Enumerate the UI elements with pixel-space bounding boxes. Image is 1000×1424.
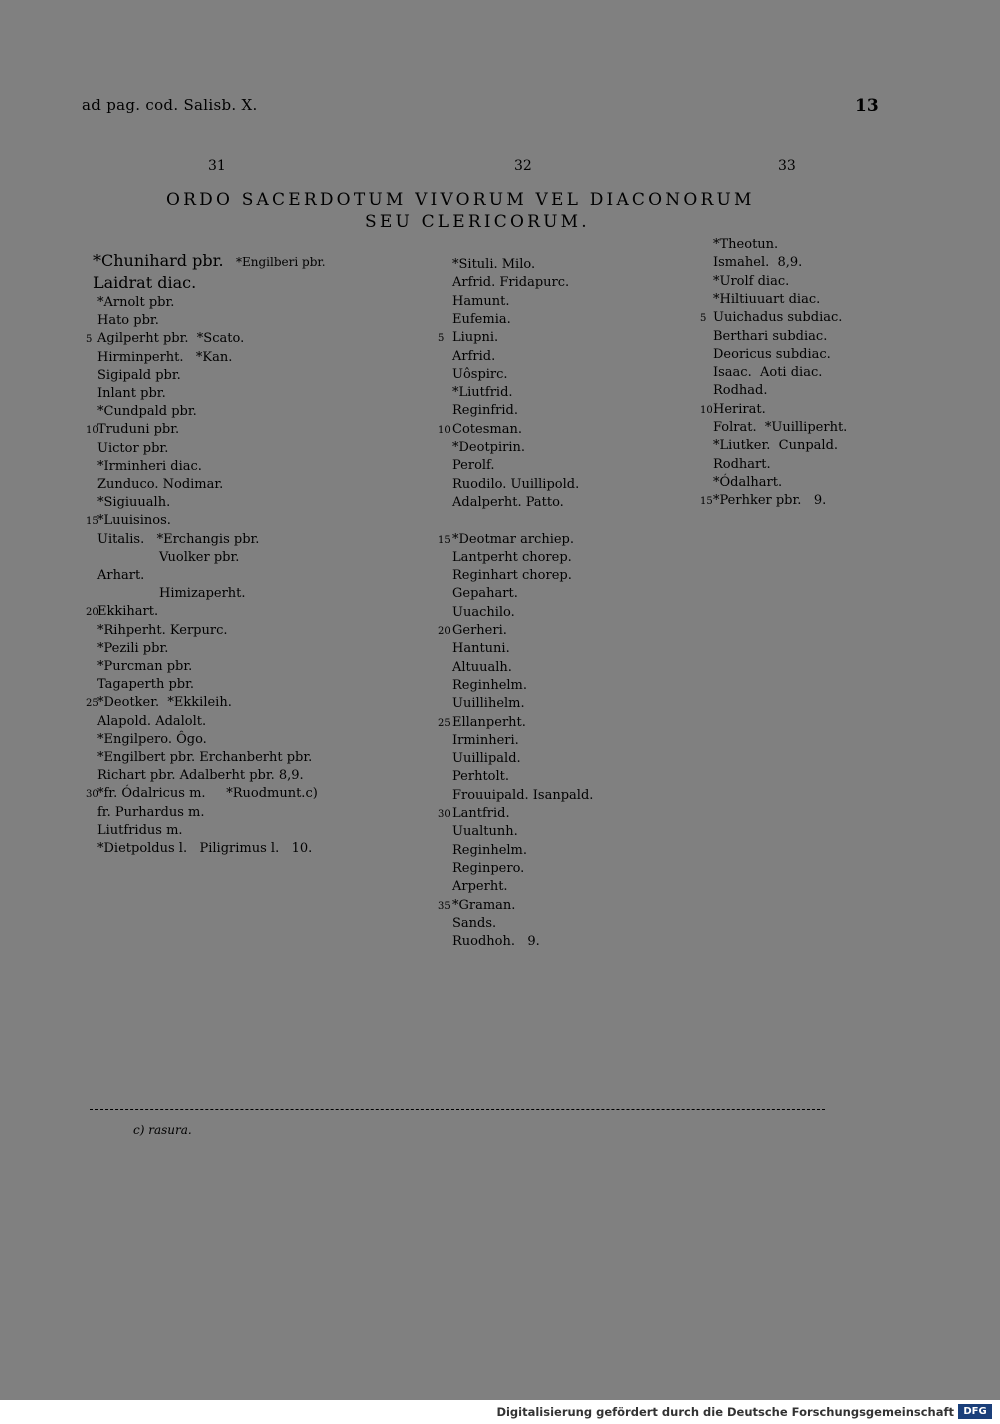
column-number: 33 <box>778 158 796 174</box>
line-number: 20 <box>86 607 99 619</box>
entry-name: Uuillipald. <box>452 751 521 767</box>
entry-name: *Rihperht. Kerpurc. <box>97 622 228 638</box>
entry-name: Uuachilo. <box>452 604 515 620</box>
entry-name: Reginhart chorep. <box>452 568 572 584</box>
entry-name: Rodhart. <box>713 456 771 472</box>
line-number: 20 <box>438 626 451 637</box>
entry-name: Ekkihart. <box>97 604 159 620</box>
entry-name: Himizaperht. <box>97 586 246 602</box>
entry-name: Reginfrid. <box>452 403 518 419</box>
entry-name: *Cundpald pbr. <box>97 404 197 420</box>
entry-name: Folrat. *Uuilliperht. <box>713 420 848 435</box>
entry-name: Herirat. <box>713 401 766 417</box>
document-title: ORDO SACERDOTUM VIVORUM VEL DIACONORUM <box>166 190 755 210</box>
footnote-rule <box>90 1109 825 1110</box>
entry-name: *Chunihard pbr. <box>93 251 224 270</box>
line-number: 10 <box>700 404 713 416</box>
column-number: 31 <box>208 158 226 174</box>
entry-name: *Theotun. <box>713 237 779 252</box>
entry-name: Perhtolt. <box>452 769 510 785</box>
line-number: 5 <box>438 333 445 345</box>
line-number: 15 <box>700 496 713 508</box>
entry-name: Uuillihelm. <box>452 696 525 712</box>
entry-name: Reginhelm. <box>452 677 528 693</box>
line-number: 30 <box>86 789 99 801</box>
entry-name: Ruodhoh. 9. <box>452 934 540 950</box>
entry-name: Berthari subdiac. <box>713 328 828 344</box>
entry-name: *Perhker pbr. 9. <box>713 493 827 509</box>
entry-name: Isaac. Aoti diac. <box>713 365 823 381</box>
entry-name: *Purcman pbr. <box>97 659 193 674</box>
entry-name: Eufemia. <box>452 311 511 327</box>
entry-name: fr. Purhardus m. <box>97 804 205 820</box>
entry-name: Deoricus subdiac. <box>713 346 831 362</box>
line-number: 5 <box>700 313 707 325</box>
entry-name: Reginhelm. <box>452 842 528 858</box>
entry-name: *Dietpoldus l. Piligrimus l. 10. <box>97 841 313 856</box>
column-number: 32 <box>514 158 532 174</box>
entry-name: Ismahel. 8,9. <box>713 255 803 271</box>
entry-name: Rodhad. <box>713 383 768 399</box>
document-title-continued: SEU CLERICORUM. <box>365 212 590 232</box>
entry-name: Perolf. <box>452 458 495 474</box>
page-number: 13 <box>855 96 879 116</box>
entry-name: Reginpero. <box>452 860 525 876</box>
entry-name: *Ódalhart. <box>713 474 783 490</box>
line-number: 15 <box>86 516 99 528</box>
entry-name: *Situli. Milo. <box>452 257 536 272</box>
entry-name: *Irminheri diac. <box>97 458 202 474</box>
entry-name: Gepahart. <box>452 586 518 602</box>
entry-name: Vuolker pbr. <box>97 549 240 565</box>
entry-name: Laidrat diac. <box>93 273 197 292</box>
entry-name: *Liutfrid. <box>452 385 513 401</box>
entry-name: Arfrid. <box>452 348 496 364</box>
entry-name: Arperht. <box>452 879 508 895</box>
entry-name: *Graman. <box>452 897 516 913</box>
entry-name: Uôspirc. <box>452 366 508 382</box>
entry-name: Gerheri. <box>452 623 507 638</box>
entry-name: Truduni pbr. <box>97 422 180 438</box>
line-number: 25 <box>438 717 451 729</box>
entry-name: Sigipald pbr. <box>97 367 181 383</box>
entry-name: Uitalis. *Erchangis pbr. <box>97 531 260 547</box>
entry-name: *Urolf diac. <box>713 273 790 289</box>
entry-name: Liutfridus m. <box>97 822 183 838</box>
entry-name: Agilperht pbr. *Scato. <box>97 331 245 347</box>
entry-name: Lantperht chorep. <box>452 549 572 565</box>
entry-name: Richart pbr. Adalberht pbr. 8,9. <box>97 768 304 784</box>
entry-name: Sands. <box>452 915 497 931</box>
line-number: 15 <box>438 534 451 546</box>
dfg-logo: DFG <box>958 1404 992 1419</box>
line-number: 10 <box>438 424 451 436</box>
entry-name: *Deotmar archiep. <box>452 531 575 547</box>
entry-name: *Engilpero. Ôgo. <box>97 731 207 747</box>
entry-name: Hantuni. <box>452 641 510 657</box>
entry-name-small: *Engilberi pbr. <box>236 255 326 269</box>
entry-name: *Engilbert pbr. Erchanberht pbr. <box>97 750 313 765</box>
entry-name: Uualtunh. <box>452 824 518 840</box>
entry-name: Ellanperht. <box>452 714 526 730</box>
entry-name: *Liutker. Cunpald. <box>713 438 839 454</box>
entry-name: Hirminperht. *Kan. <box>97 349 233 365</box>
line-number: 25 <box>86 698 99 710</box>
running-header: ad pag. cod. Salisb. X. <box>82 96 258 114</box>
line-number: 30 <box>438 809 451 820</box>
entry-name: Arhart. <box>97 568 145 583</box>
entry-name: *Sigiuualh. <box>97 495 171 511</box>
entry-name: Irminheri. <box>452 732 519 748</box>
entry-name: Alapold. Adalolt. <box>97 713 207 729</box>
entry-name: *fr. Ódalricus m. *Ruodmunt.c) <box>97 786 318 802</box>
entry-name: *Deotker. *Ekkileih. <box>97 695 232 711</box>
entry-name: *Arnolt pbr. <box>97 295 175 310</box>
entry-name: *Deotpirin. <box>452 440 526 455</box>
entry-name: *Luuisinos. <box>97 513 171 529</box>
entry-name: Uictor pbr. <box>97 440 169 456</box>
entry-name: *Pezili pbr. <box>97 640 169 656</box>
entry-name: Lantfrid. <box>452 806 510 821</box>
entry-name: Zunduco. Nodimar. <box>97 477 224 492</box>
entry-name: Hato pbr. <box>97 313 159 329</box>
entry-name: Ruodilo. Uuillipold. <box>452 476 580 492</box>
entry-name: Hamunt. <box>452 293 510 309</box>
entry-name: Frouuipald. Isanpald. <box>452 787 594 803</box>
entry-name: Uuichadus subdiac. <box>713 310 843 326</box>
line-number: 10 <box>86 425 99 437</box>
entry-name: Inlant pbr. <box>97 386 166 401</box>
line-number: 35 <box>438 900 451 912</box>
dfg-credit-text: Digitalisierung gefördert durch die Deutsche Forschungsgemeinschaft <box>496 1405 954 1419</box>
entry-name: Altuualh. <box>452 659 512 675</box>
entry-name: Arfrid. Fridapurc. <box>452 275 570 291</box>
entry-name: *Hiltiuuart diac. <box>713 291 821 307</box>
entry-name: Cotesman. <box>452 421 522 437</box>
entry-name: Adalperht. Patto. <box>452 494 564 510</box>
line-number: 5 <box>86 334 93 346</box>
entry-name: Liupni. <box>452 330 499 346</box>
footnote: c) rasura. <box>133 1123 192 1137</box>
entry-name: Tagaperth pbr. <box>97 677 195 693</box>
